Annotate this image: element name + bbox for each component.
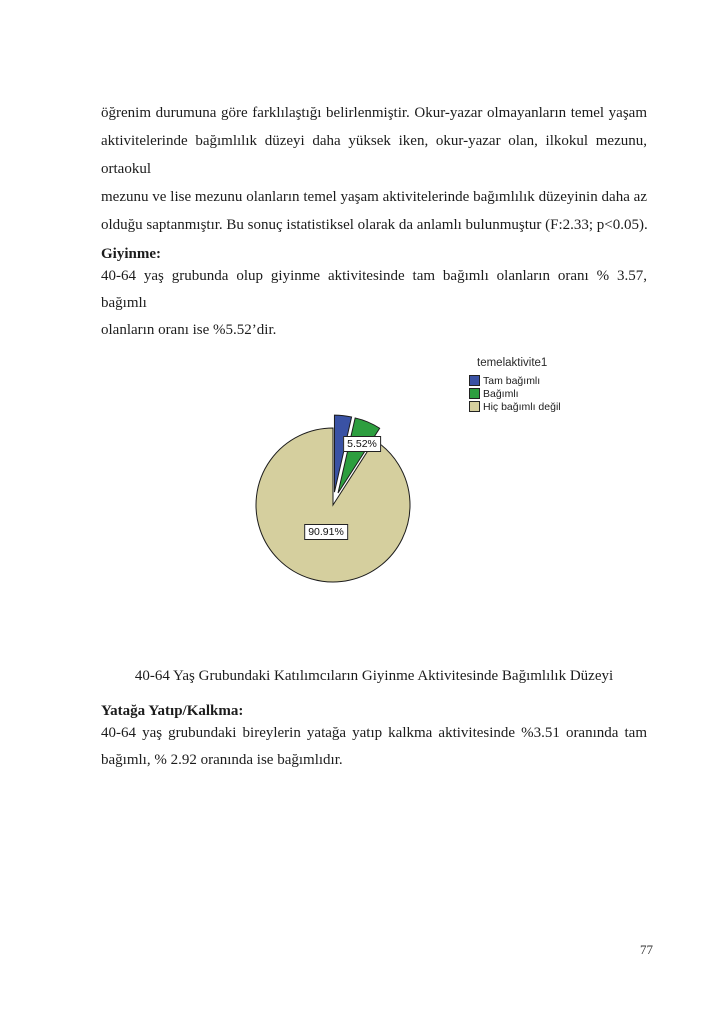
text-line: 40-64 yaş grubunda olup giyinme aktivitesinde tam bağımlı olanların oranı % 3.57, bağımlı xyxy=(101,268,647,311)
pie-chart xyxy=(101,344,647,662)
legend-label: Bağımlı xyxy=(483,387,519,400)
legend-swatch-tam-bagimli xyxy=(469,375,480,386)
page-number: 77 xyxy=(640,942,653,957)
giyinme-section xyxy=(101,245,647,344)
text-line: aktivitelerinde bağımlılık düzeyi daha yüksek iken, okur-yazar olan, ilkokul mezunu, ortaokul xyxy=(101,133,647,177)
legend-label: Tam bağımlı xyxy=(483,374,541,387)
text-line: olduğu saptanmıştır. Bu sonuç istatistiksel olarak da anlamlı bulunmuştur (F:2.33; p<0.05). xyxy=(101,217,648,233)
text-line: öğrenim durumuna göre farklılaştığı belirlenmiştir. Okur-yazar olmayanların temel yaşam xyxy=(101,105,647,121)
yataga-heading: Yatağa Yatıp/Kalkma: xyxy=(101,703,244,719)
legend-label: Hiç bağımlı değil xyxy=(483,400,561,413)
figure-caption: 40-64 Yaş Grubundaki Katılımcıların Giyinme Aktivitesinde Bağımlılık Düzeyi xyxy=(134,668,614,684)
legend-swatch-hic-bagimli-degil xyxy=(469,401,480,412)
pie-data-label-hic-bagimli-degil: 90.91% xyxy=(304,524,348,540)
legend-item-tam-bagimli xyxy=(469,374,561,387)
legend-item-bagimli xyxy=(469,387,561,400)
chart-legend xyxy=(469,356,561,413)
intro-paragraph xyxy=(101,99,647,239)
giyinme-heading: Giyinme: xyxy=(101,246,161,262)
pie-chart-canvas xyxy=(101,344,647,662)
text-line: bağımlı, % 2.92 oranında ise bağımlıdır. xyxy=(101,752,343,768)
text-line: olanların oranı ise %5.52’dir. xyxy=(101,322,277,338)
pie-data-label-bagimli: 5.52% xyxy=(343,436,381,452)
text-line: 40-64 yaş grubundaki bireylerin yatağa yatıp kalkma aktivitesinde %3.51 oranında tam xyxy=(101,725,647,741)
chart-legend-title: temelaktivite1 xyxy=(477,357,548,369)
pie-slice-2 xyxy=(256,428,410,582)
yataga-section xyxy=(101,702,647,774)
legend-swatch-bagimli xyxy=(469,388,480,399)
legend-item-hic-bagimli-degil xyxy=(469,400,561,413)
text-line: mezunu ve lise mezunu olanların temel yaşam aktivitelerinde bağımlılık düzeyinin daha az xyxy=(101,189,647,205)
